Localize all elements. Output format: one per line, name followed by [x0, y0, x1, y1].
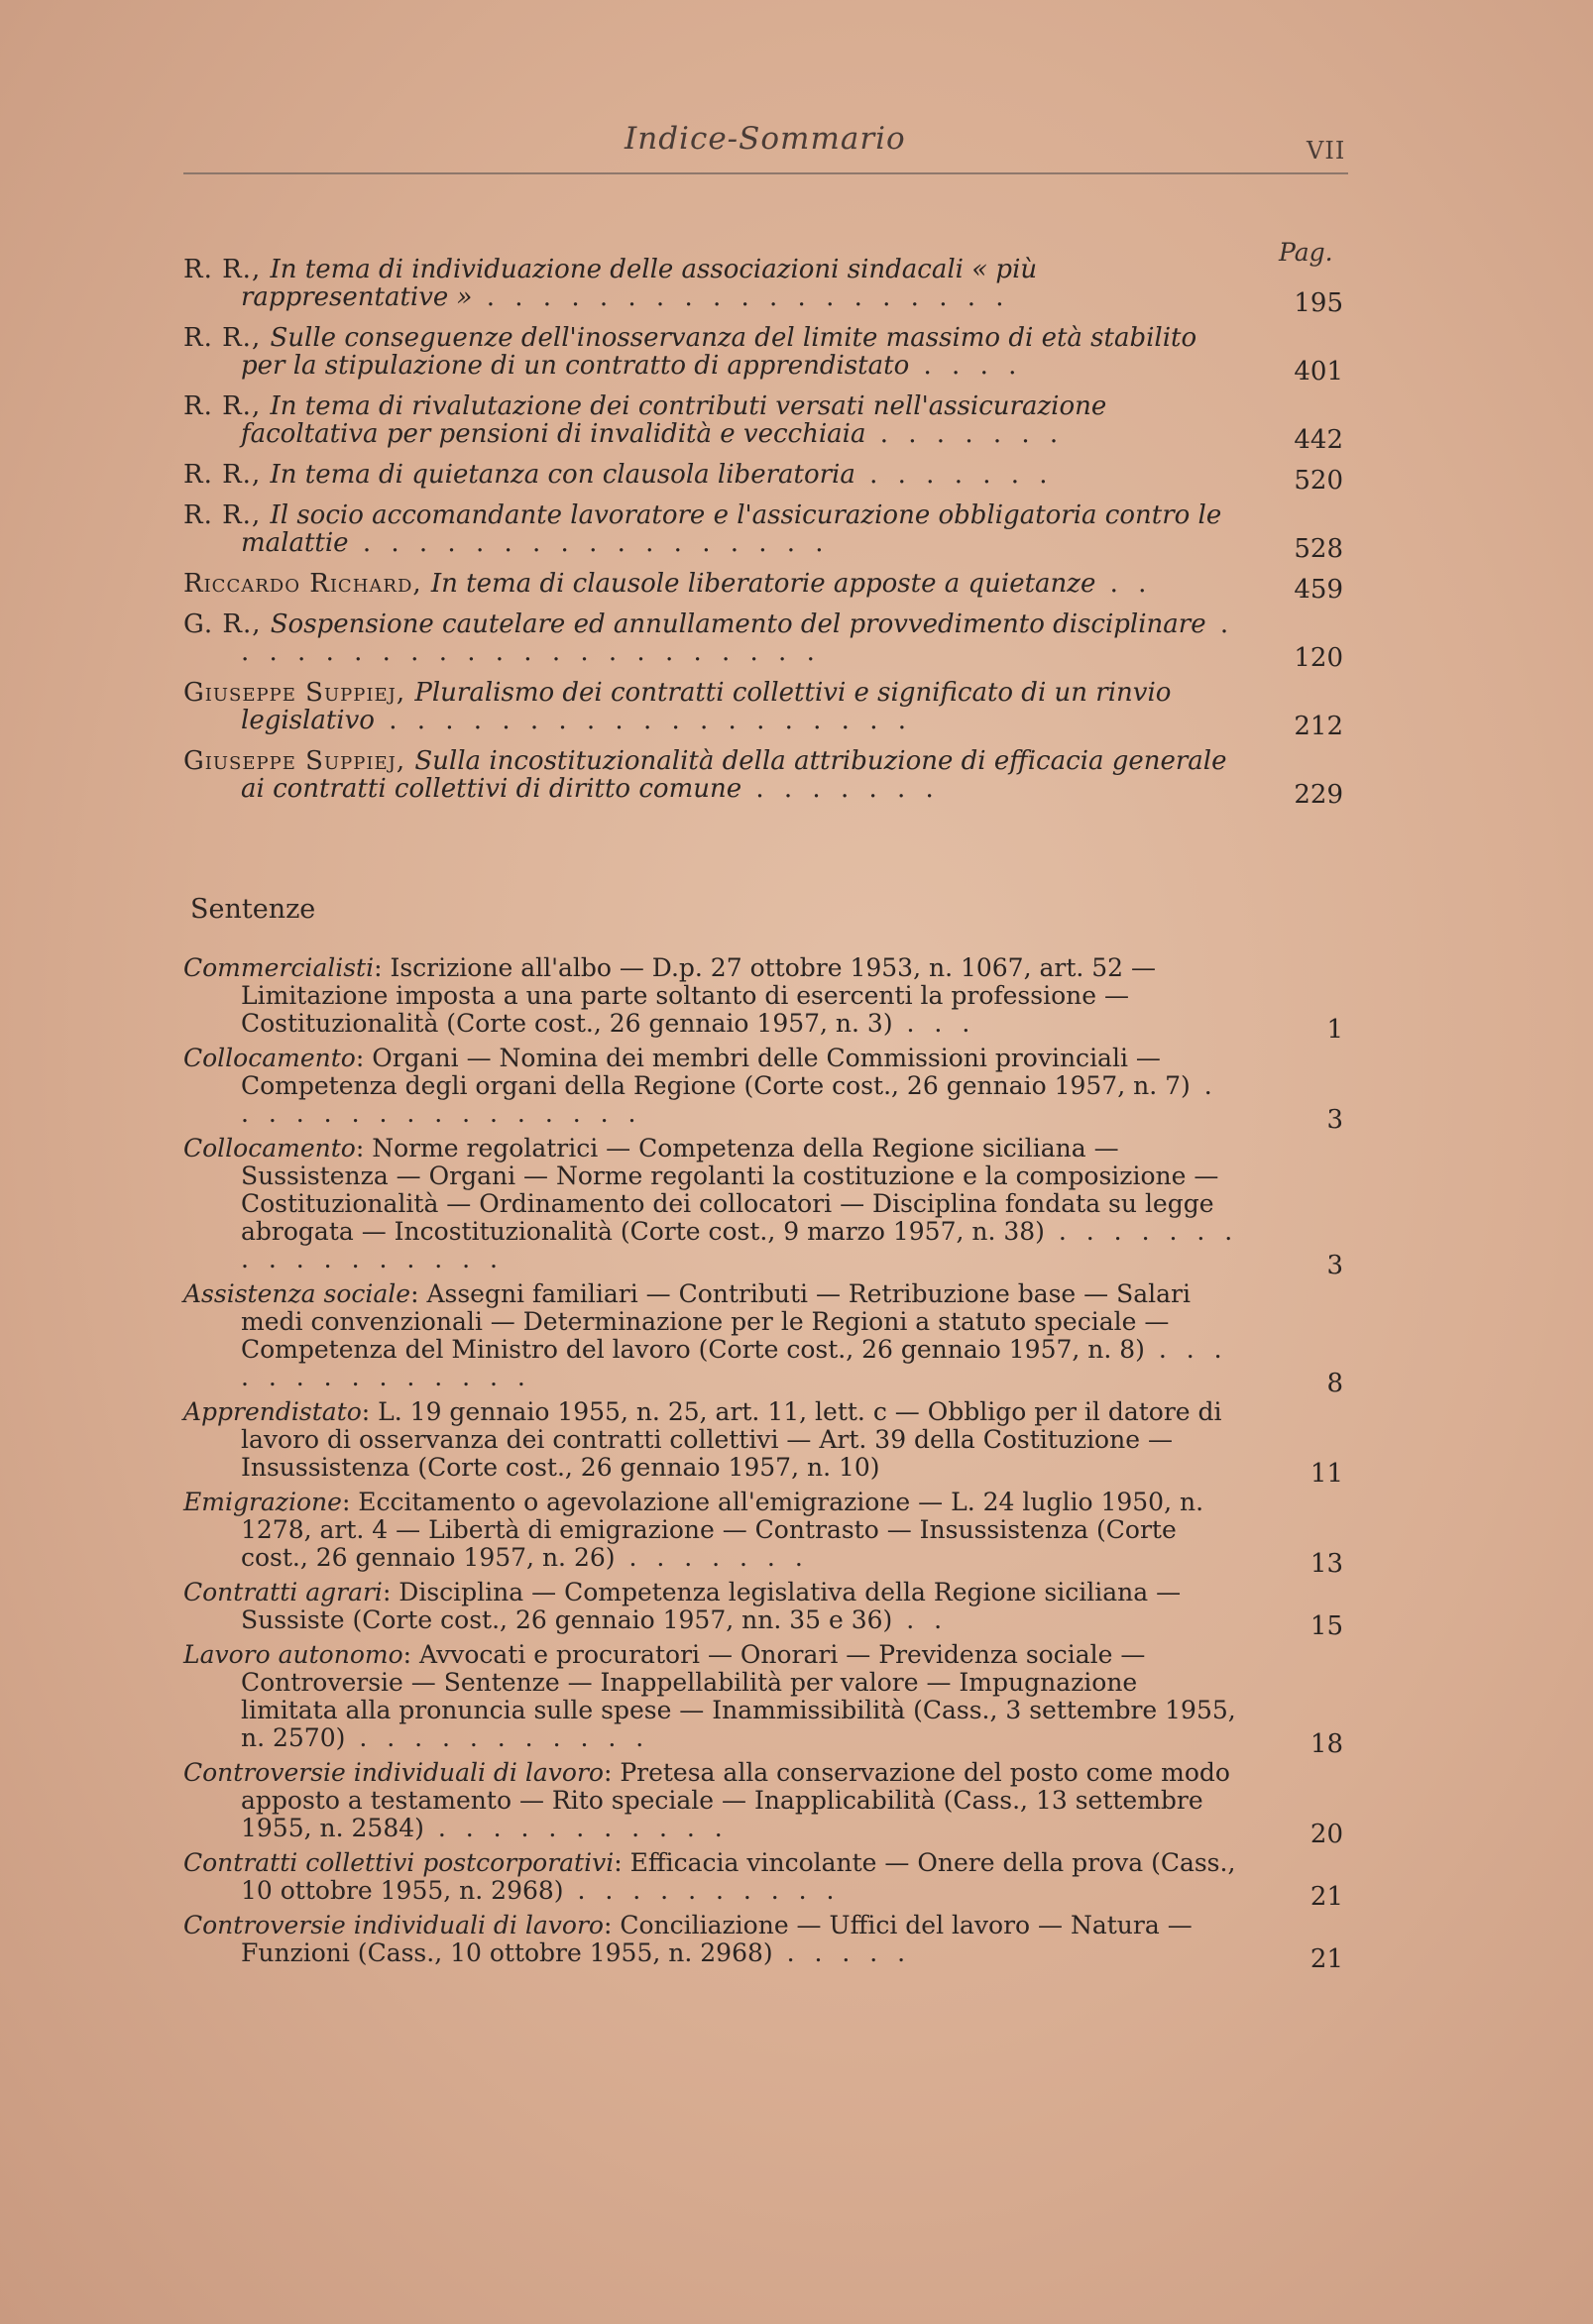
article-entry [183, 255, 1343, 318]
ruling-entry [183, 1578, 1343, 1641]
article-author: Giuseppe Suppiej, [183, 678, 415, 708]
running-title: Indice-Sommario [625, 121, 906, 157]
dot-leader: . . . . . . . . . . . . . . . . . . . [472, 282, 1010, 312]
article-entry [183, 500, 1343, 564]
dot-leader: . . . . . . . . . . . . . . . . . [348, 528, 830, 558]
dot-leader: . . . . . . . . . . . [345, 1723, 650, 1752]
ruling-subject: Contratti collettivi postcorporativi [183, 1848, 615, 1877]
folio-number: VII [1307, 137, 1346, 165]
ruling-text: : Eccitamento o agevolazione all'emigrazione — L. 24 luglio 1950, n. 1278, art. 4 — Libertà di emigrazione — Contrasto — Insussistenza (Corte cost., 26 gennaio 1957, n. 26) [241, 1488, 1204, 1572]
article-entry [183, 323, 1343, 387]
page-column-label: Pag. [1279, 238, 1333, 267]
article-page: 229 [1294, 780, 1343, 810]
article-author: R. R., [183, 460, 271, 490]
ruling-entry [183, 953, 1343, 1045]
ruling-text: : Assegni familiari — Contributi — Retribuzione base — Salari medi convenzionali — Determinazione per le Regioni a statuto speciale — Competenza del Ministro del lavoro (Corte cost., 26 gennaio 1957, n. 8) [241, 1279, 1191, 1364]
article-title: In tema di rivalutazione dei contributi versati nell'assicurazione facoltativa per pensioni di invalidità e vecchiaia [241, 391, 1107, 449]
section-heading: Sentenze [190, 894, 316, 925]
article-title: In tema di quietanza con clausola liberatoria [270, 460, 855, 490]
ruling-page: 8 [1326, 1369, 1343, 1398]
rulings-list [183, 954, 1343, 1974]
article-title: In tema di individuazione delle associazioni sindacali « più rappresentative » [241, 255, 1038, 312]
article-title: Pluralismo dei contratti collettivi e significato di un rinvio legislativo [241, 678, 1172, 735]
dot-leader: . . . . . . . [615, 1543, 809, 1572]
ruling-entry [183, 1911, 1343, 1974]
ruling-text: : Organi — Nomina dei membri delle Commissioni provinciali — Competenza degli organi della Regione (Corte cost., 26 gennaio 1957, n. 7) [241, 1044, 1191, 1100]
header-rule [183, 172, 1348, 174]
ruling-page: 13 [1309, 1549, 1343, 1579]
article-entry [183, 569, 1343, 605]
dot-leader: . . . . . . . . . . . . . . . . . . . [374, 706, 912, 735]
article-page: 212 [1294, 712, 1343, 741]
article-page: 528 [1294, 534, 1343, 564]
dot-leader: . . . . . . . . . . . [423, 1814, 729, 1842]
ruling-subject: Controversie individuali di lavoro [183, 1758, 604, 1787]
ruling-subject: Apprendistato [183, 1397, 362, 1426]
ruling-subject: Commercialisti [183, 953, 375, 982]
articles-list [183, 256, 1343, 816]
article-entry [183, 746, 1343, 810]
article-page: 520 [1294, 466, 1343, 496]
ruling-text: : Efficacia vincolante — Onere della prova (Cass., 10 ottobre 1955, n. 2968) [241, 1848, 1236, 1905]
ruling-entry [183, 1488, 1343, 1579]
ruling-text: : Norme regolatrici — Competenza della Regione siciliana — Sussistenza — Organi — Norme regolanti la costituzione e la composizione — Costituzionalità — Ordinamento dei collocatori — Disciplina fondata su legge abrogata — Incostituzionalità (Corte cost., 9 marzo 1957, n. 38) [241, 1134, 1219, 1246]
dot-leader: . . . . . . . . . . . . . . . . . . . . . . [241, 609, 1235, 667]
article-author: R. R., [183, 391, 271, 421]
ruling-text: : Pretesa alla conservazione del posto come modo apposto a testamento — Rito speciale — Inapplicabilità (Cass., 13 settembre 1955, n. 2584) [241, 1758, 1230, 1842]
ruling-text: : Avvocati e procuratori — Onorari — Previdenza sociale — Controversie — Sentenze — Inappellabilità per valore — Impugnazione limitata alla pronuncia sulle spese — Inammissibilità (Cass., 3 settembre 1955, n. 2570) [241, 1640, 1236, 1752]
ruling-entry [183, 1758, 1343, 1849]
article-author: Giuseppe Suppiej, [183, 746, 415, 776]
article-page: 120 [1294, 643, 1343, 673]
ruling-entry [183, 1848, 1343, 1912]
ruling-page: 11 [1309, 1459, 1343, 1489]
article-author: Riccardo Richard, [183, 569, 431, 599]
ruling-page: 21 [1309, 1882, 1343, 1912]
dot-leader: . . [892, 1605, 949, 1634]
ruling-entry [183, 1640, 1343, 1759]
dot-leader: . . . . . . . [741, 774, 940, 804]
dot-leader: . . . [892, 1009, 976, 1038]
dot-leader: . . . . [909, 351, 1023, 381]
ruling-entry [183, 1397, 1343, 1489]
dot-leader: . . . . . . . . . . . . . . [241, 1335, 1228, 1391]
dot-leader: . . . . . [772, 1938, 912, 1967]
article-page: 401 [1294, 357, 1343, 387]
dot-leader: . . [1095, 569, 1153, 599]
ruling-page: 3 [1326, 1251, 1343, 1280]
ruling-entry [183, 1279, 1343, 1398]
article-entry [183, 391, 1343, 455]
ruling-subject: Controversie individuali di lavoro [183, 1911, 604, 1939]
ruling-entry [183, 1134, 1343, 1280]
ruling-subject: Collocamento [183, 1134, 356, 1162]
article-author: G. R., [183, 609, 271, 639]
article-entry [183, 460, 1343, 496]
ruling-text: : Disciplina — Competenza legislativa della Regione siciliana — Sussiste (Corte cost., 26 gennaio 1957, nn. 35 e 36) [241, 1578, 1182, 1634]
article-title: Sospensione cautelare ed annullamento del provvedimento disciplinare [270, 609, 1206, 639]
dot-leader: . . . . . . . . . . [563, 1876, 841, 1905]
article-title: Il socio accomandante lavoratore e l'assicurazione obbligatoria contro le malattie [241, 500, 1222, 558]
article-title: Sulle conseguenze dell'inosservanza del limite massimo di età stabilito per la stipulazione di un contratto di apprendistato [241, 323, 1197, 381]
ruling-page: 1 [1326, 1015, 1343, 1045]
article-author: R. R., [183, 255, 271, 284]
article-entry [183, 678, 1343, 741]
article-entry [183, 609, 1343, 673]
ruling-page: 20 [1309, 1820, 1343, 1849]
ruling-text: : Conciliazione — Uffici del lavoro — Natura — Funzioni (Cass., 10 ottobre 1955, n. 2968) [241, 1911, 1193, 1967]
ruling-text: : L. 19 gennaio 1955, n. 25, art. 11, lett. c — Obbligo per il datore di lavoro di osservanza dei contratti collettivi — Art. 39 della Costituzione — Insussistenza (Corte cost., 26 gennaio 1957, n. 10) [241, 1397, 1222, 1482]
ruling-subject: Emigrazione [183, 1488, 342, 1516]
ruling-subject: Collocamento [183, 1044, 356, 1072]
ruling-page: 15 [1309, 1611, 1343, 1641]
article-page: 195 [1294, 288, 1343, 318]
ruling-page: 18 [1309, 1729, 1343, 1759]
article-page: 442 [1294, 425, 1343, 455]
dot-leader: . . . . . . . [865, 419, 1065, 449]
article-title: Sulla incostituzionalità della attribuzione di efficacia generale ai contratti collettivi di diritto comune [241, 746, 1227, 804]
article-author: R. R., [183, 500, 271, 530]
dot-leader: . . . . . . . . . . . . . . . . . [241, 1217, 1239, 1273]
ruling-text: : Iscrizione all'albo — D.p. 27 ottobre 1953, n. 1067, art. 52 — Limitazione imposta a una parte soltanto di esercenti la professione — Costituzionalità (Corte cost., 26 gennaio 1957, n. 3) [241, 953, 1157, 1038]
ruling-page: 3 [1326, 1105, 1343, 1135]
dot-leader: . . . . . . . [854, 460, 1054, 490]
ruling-subject: Contratti agrari [183, 1578, 383, 1606]
ruling-page: 21 [1309, 1944, 1343, 1974]
article-author: R. R., [183, 323, 271, 353]
ruling-subject: Lavoro autonomo [183, 1640, 403, 1669]
ruling-subject: Assistenza sociale [183, 1279, 411, 1308]
ruling-entry [183, 1044, 1343, 1135]
article-page: 459 [1294, 575, 1343, 605]
dot-leader: . . . . . . . . . . . . . . . . [241, 1071, 1218, 1128]
article-title: In tema di clausole liberatorie apposte a quietanze [430, 569, 1096, 599]
